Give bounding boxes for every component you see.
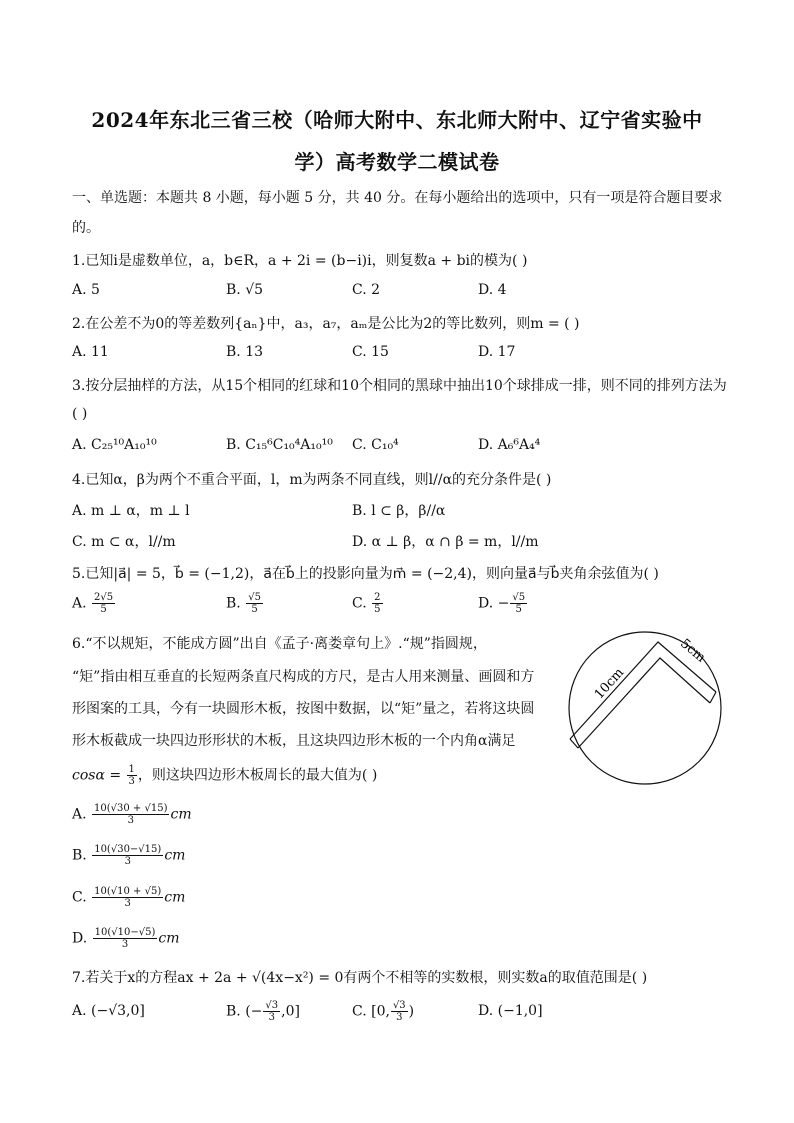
- q4-option-b: B. l ⊂ β，β//α: [352, 503, 446, 519]
- question-6-stem-5: cosα = $\frac{1}{3}$ ，则这块四边形木板周长的最大值为( ): [72, 764, 378, 787]
- square-inner-edge: [578, 658, 710, 748]
- q6-option-a: A. $\frac{10(√30 + √15)}{3}$ cm: [72, 803, 192, 826]
- question-4-stem: 4.已知α，β为两个不重合平面，l，m为两条不同直线，则l//α的充分条件是( ): [72, 472, 552, 488]
- circle-square-figure: [560, 612, 760, 792]
- q3-option-b: B. C₁₅⁶C₁₀⁴A₁₀¹⁰: [226, 437, 333, 453]
- q6-option-c: C. $\frac{10(√10 + √5)}{3}$ cm: [72, 886, 186, 909]
- question-6-stem-4: 形木板截成一块四边形形状的木板，且这块四边形木板的一个内角α满足: [72, 733, 516, 749]
- question-5-stem: 5.已知|a⃗| = 5，b⃗ = (−1,2)，a⃗在b⃗上的投影向量为m⃗ = (−2,4)，则向量a⃗与b⃗夹角余弦值为( ): [72, 566, 659, 582]
- title-line-1: 2024年东北三省三校（哈师大附中、东北师大附中、辽宁省实验中: [91, 108, 703, 132]
- q7-option-a: A. (−√3,0]: [72, 1003, 145, 1019]
- q4-option-a: A. m ⊥ α，m ⊥ l: [72, 503, 190, 519]
- question-1-stem: 1.已知i是虚数单位，a，b∈R，a + 2i = (b−i)i，则复数a + bi的模为( ): [72, 253, 528, 269]
- q5-option-a: A. $\frac{2√5}{5}$: [72, 592, 114, 615]
- q7-option-c: C. [0, $\frac{√3}{3}$ ): [352, 1000, 415, 1023]
- question-3-stem-cont: ( ): [72, 406, 88, 422]
- q2-option-c: C. 15: [352, 344, 389, 360]
- q3-option-d: D. A₆⁶A₄⁴: [478, 437, 541, 453]
- q1-option-b: B. √5: [226, 282, 264, 298]
- question-6-stem-3: 形图案的工具，今有一块圆形木板，按图中数据，以“矩”量之，若将这块圆: [72, 701, 535, 717]
- section-header-cont: 的。: [72, 220, 100, 236]
- q6-option-d: D. $\frac{10(√10-√5)}{3}$ cm: [72, 927, 180, 950]
- q2-option-b: B. 13: [226, 344, 264, 360]
- q2-option-a: A. 11: [72, 344, 109, 360]
- q1-option-a: A. 5: [72, 282, 100, 298]
- q2-option-d: D. 17: [478, 344, 516, 360]
- question-2-stem: 2.在公差不为0的等差数列{aₙ}中，a₃，a₇，aₘ是公比为2的等比数列，则m = ( ): [72, 316, 580, 332]
- q7-option-d: D. (−1,0]: [478, 1003, 543, 1019]
- q1-option-c: C. 2: [352, 282, 381, 298]
- square-end-short: [710, 692, 716, 703]
- q5-option-c: C. $\frac{2}{5}$: [352, 592, 381, 615]
- title-line-2: 学）高考数学二模试卷: [294, 150, 500, 174]
- question-7-stem: 7.若关于x的方程ax + 2a + √(4x−x²) = 0有两个不相等的实数根，则实数a的取值范围是( ): [72, 970, 648, 986]
- question-3-stem: 3.按分层抽样的方法，从15个相同的红球和10个相同的黑球中抽出10个球排成一排，则不同的排列方法为: [72, 378, 727, 394]
- q7-option-b: B. (− $\frac{√3}{3}$ ,0]: [226, 1000, 300, 1023]
- q3-option-c: C. C₁₀⁴: [352, 437, 399, 453]
- q6-option-b: B. $\frac{10(√30-√15)}{3}$ cm: [72, 844, 186, 867]
- q5-option-d: D. − $\frac{√5}{5}$: [478, 592, 526, 615]
- section-header: 一、单选题：本题共 8 小题，每小题 5 分，共 40 分。在每小题给出的选项中，只有一项是符合题目要求: [72, 190, 723, 206]
- question-6-stem-1: 6.“不以规矩，不能成方圆”出自《孟子·离娄章句上》.“规”指圆规，: [72, 636, 487, 652]
- q1-option-d: D. 4: [478, 282, 507, 298]
- q4-option-c: C. m ⊂ α，l//m: [72, 534, 176, 550]
- question-6-stem-2: “矩”指由相互垂直的长短两条直尺构成的方尺，是古人用来测量、画圆和方: [72, 669, 535, 685]
- q5-option-b: B. $\frac{√5}{5}$: [226, 592, 261, 615]
- label-10cm: 10cm: [591, 665, 628, 703]
- q3-option-a: A. C₂₅¹⁰A₁₀¹⁰: [72, 437, 157, 453]
- label-5cm: 5cm: [677, 636, 709, 666]
- q4-option-d: D. α ⊥ β，α ∩ β = m，l//m: [352, 534, 539, 550]
